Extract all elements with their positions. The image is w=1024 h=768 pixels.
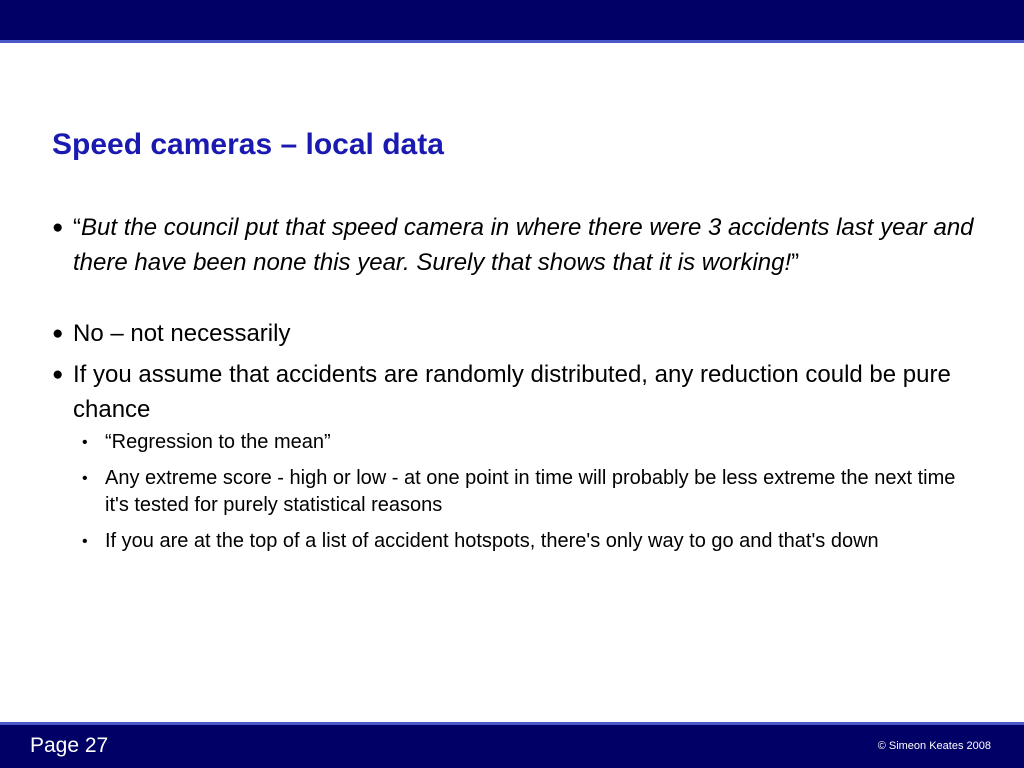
slide-title: Speed cameras – local data <box>52 128 444 161</box>
footer-bar <box>0 725 1024 768</box>
sub-bullet-text: If you are at the top of a list of accident hotspots, there's only way to go and that's down <box>105 530 879 552</box>
copyright-notice: © Simeon Keates 2008 <box>877 740 991 752</box>
sub-bullet-dot-icon: • <box>82 533 88 550</box>
header-bar <box>0 0 1024 40</box>
sub-bullet-dot-icon: • <box>82 434 88 451</box>
bullet-text: No – not necessarily <box>73 320 291 347</box>
bullet-dot-icon: ● <box>52 323 64 344</box>
header-rule <box>0 40 1024 43</box>
bullet-dot-icon: ● <box>52 364 64 385</box>
page-number: Page 27 <box>30 734 109 757</box>
bullet-dot-icon: ● <box>52 217 64 238</box>
bullet-not-necessarily <box>52 316 982 351</box>
sub-bullet-extreme-score <box>82 465 982 519</box>
bullet-text: If you assume that accidents are randomly distributed, any reduction could be pure chance <box>73 361 951 423</box>
sub-bullet-text: “Regression to the mean” <box>105 431 331 453</box>
close-quote: ” <box>791 249 800 276</box>
sub-bullet-regression <box>82 429 982 456</box>
sub-bullet-text: Any extreme score - high or low - at one point in time will probably be less extreme the next time it's tested for purely statistical reasons <box>105 467 956 516</box>
sub-bullet-hotspots <box>82 528 982 555</box>
sub-bullet-dot-icon: • <box>82 470 88 487</box>
bullet-quote <box>52 210 982 280</box>
quote-text: But the council put that speed camera in where there were 3 accidents last year and there have been none this year. Surely that shows that it is working! <box>73 214 974 276</box>
open-quote: “ <box>73 214 81 241</box>
slide-content <box>52 210 982 564</box>
bullet-random-distribution <box>52 357 982 427</box>
